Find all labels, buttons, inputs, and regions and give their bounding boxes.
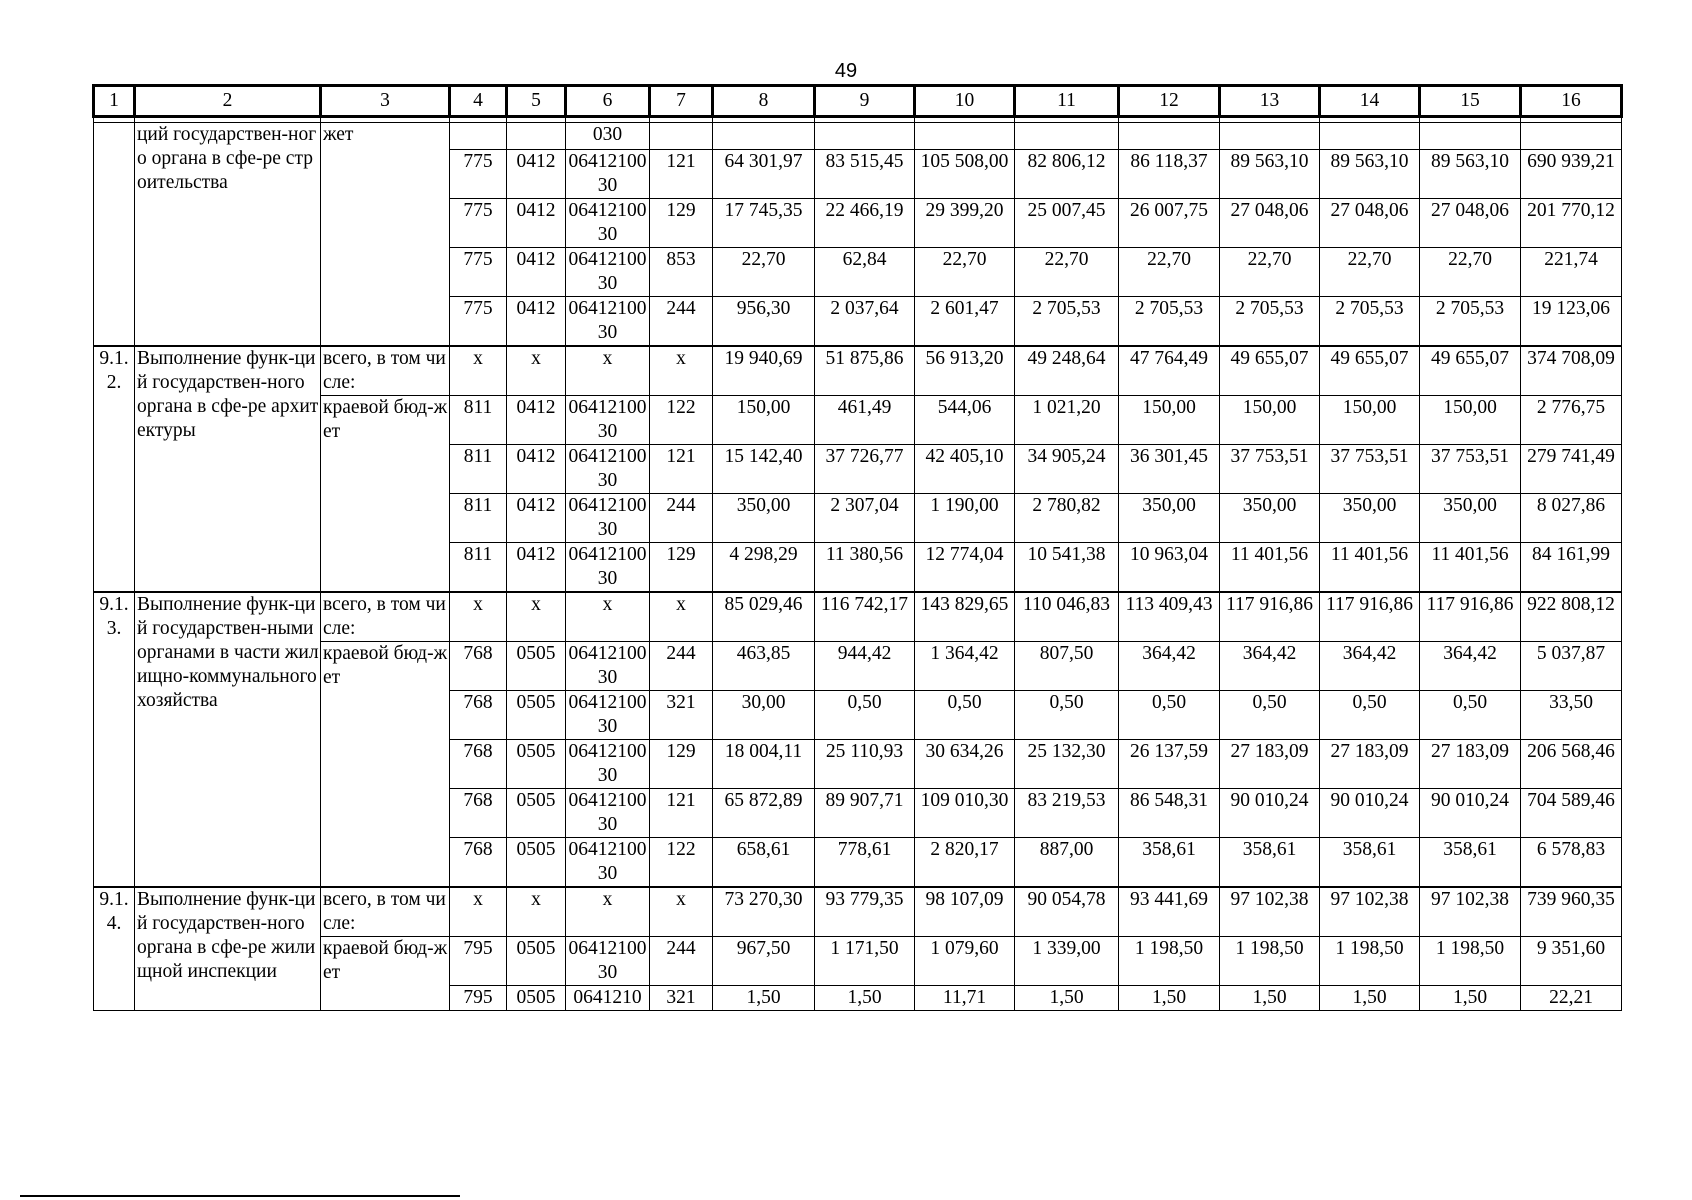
cell-value: 6 578,83 xyxy=(1521,838,1622,888)
cell-col6: 0641210030 xyxy=(566,691,650,740)
cell-value: 22,21 xyxy=(1521,986,1622,1011)
row-name: ций государствен-ного органа в сфе-ре строительства xyxy=(135,123,321,347)
cell-value: 11 380,56 xyxy=(815,543,915,593)
cell-value: 27 048,06 xyxy=(1320,199,1420,248)
cell-col4: 768 xyxy=(450,740,507,789)
cell-value: 113 409,43 xyxy=(1119,592,1220,642)
cell-value: 30 634,26 xyxy=(915,740,1015,789)
cell-empty xyxy=(1320,123,1420,150)
total-label: всего, в том числе: xyxy=(321,592,450,642)
cell-empty xyxy=(1119,123,1220,150)
cell-col7: 321 xyxy=(650,691,713,740)
cell-value: 690 939,21 xyxy=(1521,150,1622,199)
cell-value: 25 110,93 xyxy=(815,740,915,789)
cell-col6: 0641210 xyxy=(566,986,650,1011)
cell-value: 9 351,60 xyxy=(1521,937,1622,986)
cell-empty xyxy=(1220,123,1320,150)
cell-col6: 0641210030 xyxy=(566,199,650,248)
cell-value: 19 940,69 xyxy=(713,346,815,396)
cell-value: 89 563,10 xyxy=(1420,150,1521,199)
cell-col7: 853 xyxy=(650,248,713,297)
cell-col4: х xyxy=(450,346,507,396)
table-row xyxy=(94,396,1622,445)
footnote-rule xyxy=(20,1195,460,1197)
cell-value: 1,50 xyxy=(1015,986,1119,1011)
cell-value: 117 916,86 xyxy=(1320,592,1420,642)
cell-value: 1 171,50 xyxy=(815,937,915,986)
cell-value: 11,71 xyxy=(915,986,1015,1011)
cell-value: 1 339,00 xyxy=(1015,937,1119,986)
cell-value: 364,42 xyxy=(1119,642,1220,691)
row-name: Выполнение функ-ций государствен-ного органа в сфе-ре архитектуры xyxy=(135,346,321,592)
cell-value: 0,50 xyxy=(1320,691,1420,740)
cell-value: 22,70 xyxy=(1119,248,1220,297)
cell-value: 967,50 xyxy=(713,937,815,986)
cell-value: 27 048,06 xyxy=(1220,199,1320,248)
cell-value: 27 183,09 xyxy=(1320,740,1420,789)
cell-value: 37 726,77 xyxy=(815,445,915,494)
cell-value: 62,84 xyxy=(815,248,915,297)
cell-col4: х xyxy=(450,887,507,937)
cell-col4: 795 xyxy=(450,986,507,1011)
cell-value: 49 248,64 xyxy=(1015,346,1119,396)
cell-value: 86 118,37 xyxy=(1119,150,1220,199)
group-total-row xyxy=(94,346,1622,396)
cell-col5: х xyxy=(507,887,566,937)
cell-empty xyxy=(713,123,815,150)
cell-value: 2 601,47 xyxy=(915,297,1015,347)
cell-col4: 811 xyxy=(450,396,507,445)
cell-value: 109 010,30 xyxy=(915,789,1015,838)
cell-col7: 122 xyxy=(650,396,713,445)
cell-value: 82 806,12 xyxy=(1015,150,1119,199)
header-row xyxy=(94,86,1622,117)
cell-col4 xyxy=(450,123,507,150)
column-header: 3 xyxy=(321,86,450,117)
cell-col6: х xyxy=(566,346,650,396)
cell-col6: х xyxy=(566,887,650,937)
cell-col7: 121 xyxy=(650,445,713,494)
cell-value: 358,61 xyxy=(1220,838,1320,888)
cell-empty xyxy=(1015,123,1119,150)
cell-value: 150,00 xyxy=(1320,396,1420,445)
cell-value: 778,61 xyxy=(815,838,915,888)
cell-value: 22,70 xyxy=(1220,248,1320,297)
cell-col7: 244 xyxy=(650,494,713,543)
cell-value: 2 820,17 xyxy=(915,838,1015,888)
cell-col4: 775 xyxy=(450,297,507,347)
cell-col6: 0641210030 xyxy=(566,543,650,593)
cell-value: 364,42 xyxy=(1220,642,1320,691)
cell-value: 22 466,19 xyxy=(815,199,915,248)
cell-value: 5 037,87 xyxy=(1521,642,1622,691)
cell-value: 27 048,06 xyxy=(1420,199,1521,248)
cell-value: 33,50 xyxy=(1521,691,1622,740)
cell-value: 704 589,46 xyxy=(1521,789,1622,838)
cell-col7: 121 xyxy=(650,789,713,838)
cell-value: 15 142,40 xyxy=(713,445,815,494)
cell-col6: 0641210030 xyxy=(566,642,650,691)
cell-value: 90 054,78 xyxy=(1015,887,1119,937)
cell-value: 18 004,11 xyxy=(713,740,815,789)
row-number xyxy=(94,123,135,347)
cell-value: 1 198,50 xyxy=(1220,937,1320,986)
cell-col7: 244 xyxy=(650,297,713,347)
cell-value: 2 776,75 xyxy=(1521,396,1622,445)
cell-value: 1 079,60 xyxy=(915,937,1015,986)
cell-value: 1,50 xyxy=(1320,986,1420,1011)
cell-value: 42 405,10 xyxy=(915,445,1015,494)
column-header: 11 xyxy=(1015,86,1119,117)
cell-value: 206 568,46 xyxy=(1521,740,1622,789)
cell-value: 8 027,86 xyxy=(1521,494,1622,543)
cell-value: 739 960,35 xyxy=(1521,887,1622,937)
cell-col6: 0641210030 xyxy=(566,494,650,543)
cell-value: 1 190,00 xyxy=(915,494,1015,543)
cell-value: 56 913,20 xyxy=(915,346,1015,396)
row-source: краевой бюд-жет xyxy=(321,396,450,593)
cell-value: 364,42 xyxy=(1420,642,1521,691)
cell-value: 279 741,49 xyxy=(1521,445,1622,494)
cell-empty xyxy=(815,123,915,150)
group-total-row xyxy=(94,592,1622,642)
cell-col5: 0505 xyxy=(507,789,566,838)
cell-empty xyxy=(1420,123,1521,150)
cell-value: 93 441,69 xyxy=(1119,887,1220,937)
cell-col4: 811 xyxy=(450,494,507,543)
cell-value: 51 875,86 xyxy=(815,346,915,396)
cell-value: 90 010,24 xyxy=(1220,789,1320,838)
budget-table xyxy=(92,84,1623,1011)
cell-value: 2 307,04 xyxy=(815,494,915,543)
cell-value: 922 808,12 xyxy=(1521,592,1622,642)
cell-col5: 0505 xyxy=(507,691,566,740)
cell-empty xyxy=(650,123,713,150)
cell-value: 97 102,38 xyxy=(1320,887,1420,937)
cell-col4: 795 xyxy=(450,937,507,986)
column-header: 10 xyxy=(915,86,1015,117)
cell-value: 47 764,49 xyxy=(1119,346,1220,396)
cell-value: 83 515,45 xyxy=(815,150,915,199)
cell-col6: 0641210030 xyxy=(566,150,650,199)
cell-value: 1,50 xyxy=(713,986,815,1011)
cell-value: 117 916,86 xyxy=(1420,592,1521,642)
cell-value: 358,61 xyxy=(1119,838,1220,888)
cell-value: 2 037,64 xyxy=(815,297,915,347)
cell-value: 27 183,09 xyxy=(1220,740,1320,789)
cell-value: 1 198,50 xyxy=(1119,937,1220,986)
cell-value: 73 270,30 xyxy=(713,887,815,937)
cell-col4: 768 xyxy=(450,789,507,838)
column-header: 14 xyxy=(1320,86,1420,117)
cell-value: 10 963,04 xyxy=(1119,543,1220,593)
cell-value: 0,50 xyxy=(1119,691,1220,740)
cell-value: 350,00 xyxy=(713,494,815,543)
cell-value: 364,42 xyxy=(1320,642,1420,691)
cell-col5: 0505 xyxy=(507,838,566,888)
cell-value: 85 029,46 xyxy=(713,592,815,642)
cell-value: 22,70 xyxy=(1320,248,1420,297)
cell-col5: 0412 xyxy=(507,445,566,494)
cell-col5: х xyxy=(507,592,566,642)
cell-col7: 321 xyxy=(650,986,713,1011)
cell-value: 2 705,53 xyxy=(1119,297,1220,347)
table-row xyxy=(94,123,1622,150)
column-header: 2 xyxy=(135,86,321,117)
cell-value: 1 364,42 xyxy=(915,642,1015,691)
cell-col6: 0641210030 xyxy=(566,248,650,297)
cell-col5: х xyxy=(507,346,566,396)
cell-col7: 121 xyxy=(650,150,713,199)
row-name: Выполнение функ-ций государствен-ными органами в части жилищно-коммунального хозяйства xyxy=(135,592,321,887)
cell-value: 150,00 xyxy=(713,396,815,445)
cell-value: 350,00 xyxy=(1119,494,1220,543)
cell-value: 37 753,51 xyxy=(1220,445,1320,494)
cell-col7: х xyxy=(650,346,713,396)
cell-value: 110 046,83 xyxy=(1015,592,1119,642)
cell-value: 64 301,97 xyxy=(713,150,815,199)
cell-value: 17 745,35 xyxy=(713,199,815,248)
column-header: 4 xyxy=(450,86,507,117)
cell-value: 117 916,86 xyxy=(1220,592,1320,642)
cell-value: 84 161,99 xyxy=(1521,543,1622,593)
row-source: краевой бюд-жет xyxy=(321,642,450,888)
cell-value: 2 705,53 xyxy=(1420,297,1521,347)
cell-value: 0,50 xyxy=(1220,691,1320,740)
cell-value: 350,00 xyxy=(1320,494,1420,543)
cell-value: 30,00 xyxy=(713,691,815,740)
cell-value: 143 829,65 xyxy=(915,592,1015,642)
cell-value: 22,70 xyxy=(1420,248,1521,297)
cell-value: 1,50 xyxy=(1220,986,1320,1011)
cell-value: 12 774,04 xyxy=(915,543,1015,593)
cell-value: 116 742,17 xyxy=(815,592,915,642)
cell-value: 463,85 xyxy=(713,642,815,691)
cell-col7: х xyxy=(650,887,713,937)
cell-value: 89 563,10 xyxy=(1220,150,1320,199)
cell-value: 86 548,31 xyxy=(1119,789,1220,838)
column-header: 9 xyxy=(815,86,915,117)
cell-value: 37 753,51 xyxy=(1420,445,1521,494)
cell-col6: 0641210030 xyxy=(566,838,650,888)
cell-col6: 0641210030 xyxy=(566,445,650,494)
table-row xyxy=(94,937,1622,986)
cell-col5: 0505 xyxy=(507,740,566,789)
cell-value: 10 541,38 xyxy=(1015,543,1119,593)
cell-value: 25 132,30 xyxy=(1015,740,1119,789)
cell-col4: 811 xyxy=(450,543,507,593)
cell-value: 89 563,10 xyxy=(1320,150,1420,199)
cell-col5: 0505 xyxy=(507,937,566,986)
column-header: 1 xyxy=(94,86,135,117)
cell-value: 34 905,24 xyxy=(1015,445,1119,494)
column-header: 15 xyxy=(1420,86,1521,117)
cell-value: 26 007,75 xyxy=(1119,199,1220,248)
cell-col6: 0641210030 xyxy=(566,740,650,789)
cell-value: 150,00 xyxy=(1420,396,1521,445)
cell-empty xyxy=(915,123,1015,150)
cell-col5: 0412 xyxy=(507,199,566,248)
column-header: 7 xyxy=(650,86,713,117)
cell-value: 2 705,53 xyxy=(1320,297,1420,347)
cell-value: 22,70 xyxy=(713,248,815,297)
cell-col5 xyxy=(507,123,566,150)
cell-value: 887,00 xyxy=(1015,838,1119,888)
cell-value: 807,50 xyxy=(1015,642,1119,691)
cell-col5: 0505 xyxy=(507,642,566,691)
column-header: 16 xyxy=(1521,86,1622,117)
cell-col6: 0641210030 xyxy=(566,297,650,347)
row-number: 9.1.2. xyxy=(94,346,135,592)
cell-value: 658,61 xyxy=(713,838,815,888)
cell-col4: х xyxy=(450,592,507,642)
cell-value: 83 219,53 xyxy=(1015,789,1119,838)
cell-value: 350,00 xyxy=(1220,494,1320,543)
cell-col4: 768 xyxy=(450,691,507,740)
row-number: 9.1.3. xyxy=(94,592,135,887)
cell-col5: 0412 xyxy=(507,150,566,199)
cell-value: 1,50 xyxy=(815,986,915,1011)
cell-value: 105 508,00 xyxy=(915,150,1015,199)
cell-col6: 0641210030 xyxy=(566,789,650,838)
cell-value: 98 107,09 xyxy=(915,887,1015,937)
column-header: 13 xyxy=(1220,86,1320,117)
cell-col4: 775 xyxy=(450,150,507,199)
column-header: 5 xyxy=(507,86,566,117)
cell-col7: х xyxy=(650,592,713,642)
cell-value: 0,50 xyxy=(1420,691,1521,740)
cell-value: 29 399,20 xyxy=(915,199,1015,248)
cell-value: 2 780,82 xyxy=(1015,494,1119,543)
cell-value: 2 705,53 xyxy=(1220,297,1320,347)
cell-value: 19 123,06 xyxy=(1521,297,1622,347)
cell-value: 11 401,56 xyxy=(1220,543,1320,593)
cell-col6: х xyxy=(566,592,650,642)
cell-value: 93 779,35 xyxy=(815,887,915,937)
row-name: Выполнение функ-ций государствен-ного органа в сфе-ре жилищной инспекции xyxy=(135,887,321,1011)
cell-col4: 775 xyxy=(450,248,507,297)
cell-value: 1 198,50 xyxy=(1420,937,1521,986)
cell-value: 65 872,89 xyxy=(713,789,815,838)
column-header: 8 xyxy=(713,86,815,117)
group-total-row xyxy=(94,887,1622,937)
cell-col7: 129 xyxy=(650,740,713,789)
cell-value: 11 401,56 xyxy=(1420,543,1521,593)
cell-value: 0,50 xyxy=(915,691,1015,740)
cell-value: 37 753,51 xyxy=(1320,445,1420,494)
total-label: всего, в том числе: xyxy=(321,346,450,396)
cell-value: 350,00 xyxy=(1420,494,1521,543)
cell-col6: 0641210030 xyxy=(566,937,650,986)
cell-col7: 244 xyxy=(650,937,713,986)
cell-value: 97 102,38 xyxy=(1420,887,1521,937)
cell-value: 89 907,71 xyxy=(815,789,915,838)
row-source: краевой бюд-жет xyxy=(321,937,450,1011)
cell-empty xyxy=(1521,123,1622,150)
cell-value: 461,49 xyxy=(815,396,915,445)
cell-value: 1 198,50 xyxy=(1320,937,1420,986)
cell-col4: 768 xyxy=(450,838,507,888)
cell-col5: 0505 xyxy=(507,986,566,1011)
total-label: всего, в том числе: xyxy=(321,887,450,937)
row-number: 9.1.4. xyxy=(94,887,135,1011)
cell-col5: 0412 xyxy=(507,494,566,543)
cell-value: 2 705,53 xyxy=(1015,297,1119,347)
cell-value: 1,50 xyxy=(1420,986,1521,1011)
cell-value: 49 655,07 xyxy=(1220,346,1320,396)
cell-col5: 0412 xyxy=(507,543,566,593)
cell-value: 22,70 xyxy=(1015,248,1119,297)
cell-value: 4 298,29 xyxy=(713,543,815,593)
cell-col6: 0641210030 xyxy=(566,396,650,445)
cell-value: 221,74 xyxy=(1521,248,1622,297)
cell-value: 374 708,09 xyxy=(1521,346,1622,396)
cell-value: 150,00 xyxy=(1119,396,1220,445)
cell-value: 25 007,45 xyxy=(1015,199,1119,248)
cell-value: 26 137,59 xyxy=(1119,740,1220,789)
table-row xyxy=(94,642,1622,691)
cell-col7: 244 xyxy=(650,642,713,691)
column-header: 12 xyxy=(1119,86,1220,117)
cell-col5: 0412 xyxy=(507,248,566,297)
cell-value: 49 655,07 xyxy=(1420,346,1521,396)
cell-value: 944,42 xyxy=(815,642,915,691)
cell-col4: 768 xyxy=(450,642,507,691)
cell-value: 11 401,56 xyxy=(1320,543,1420,593)
cell-value: 97 102,38 xyxy=(1220,887,1320,937)
cell-col6: 030 xyxy=(566,123,650,150)
cell-value: 956,30 xyxy=(713,297,815,347)
cell-col4: 811 xyxy=(450,445,507,494)
cell-col5: 0412 xyxy=(507,297,566,347)
cell-col5: 0412 xyxy=(507,396,566,445)
cell-value: 201 770,12 xyxy=(1521,199,1622,248)
cell-col7: 129 xyxy=(650,199,713,248)
cell-value: 0,50 xyxy=(815,691,915,740)
cell-value: 1,50 xyxy=(1119,986,1220,1011)
cell-value: 544,06 xyxy=(915,396,1015,445)
cell-col7: 122 xyxy=(650,838,713,888)
cell-value: 27 183,09 xyxy=(1420,740,1521,789)
cell-value: 90 010,24 xyxy=(1420,789,1521,838)
row-source: жет xyxy=(321,123,450,347)
cell-col4: 775 xyxy=(450,199,507,248)
cell-value: 358,61 xyxy=(1320,838,1420,888)
cell-value: 49 655,07 xyxy=(1320,346,1420,396)
column-header: 6 xyxy=(566,86,650,117)
cell-col7: 129 xyxy=(650,543,713,593)
cell-value: 358,61 xyxy=(1420,838,1521,888)
cell-value: 1 021,20 xyxy=(1015,396,1119,445)
cell-value: 90 010,24 xyxy=(1320,789,1420,838)
cell-value: 150,00 xyxy=(1220,396,1320,445)
cell-value: 0,50 xyxy=(1015,691,1119,740)
cell-value: 22,70 xyxy=(915,248,1015,297)
page-number: 49 xyxy=(834,60,858,82)
cell-value: 36 301,45 xyxy=(1119,445,1220,494)
